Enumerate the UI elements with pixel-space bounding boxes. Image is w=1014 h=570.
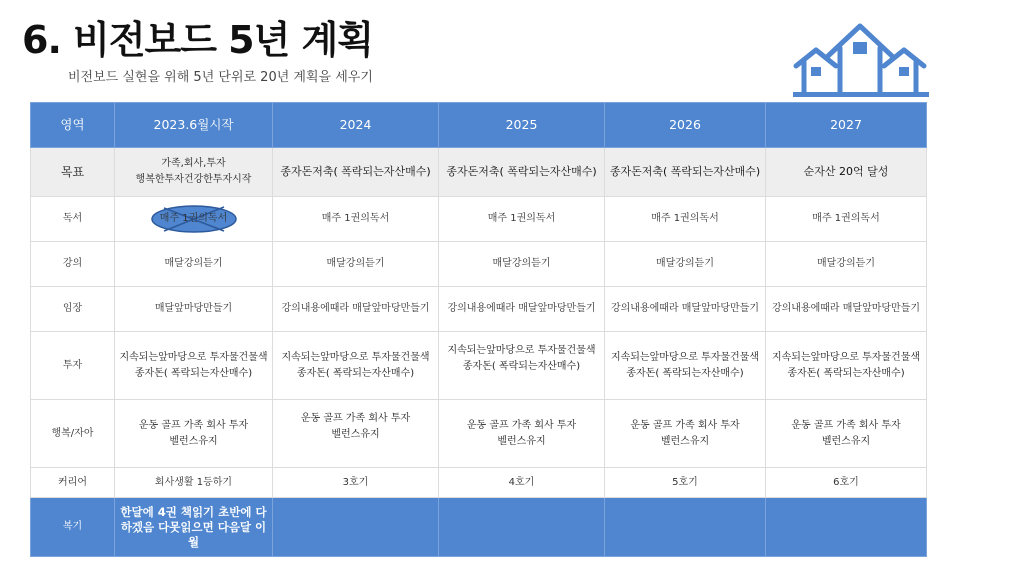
table-cell: 강의내용에때라 매달앞마당만들기 [605, 287, 766, 332]
table-cell: 매주 1권의독서 [439, 197, 605, 242]
table-row-happiness [31, 400, 927, 468]
table-cell: 매주 1권의독서 [605, 197, 766, 242]
table-cell [115, 148, 273, 197]
table-cell: 3호기 [273, 468, 439, 498]
header-cell-year: 2025 [439, 103, 605, 148]
table-cell: 한달에 4권 책읽기 초반에 다하겠음 다못읽으면 다음달 이월 [115, 498, 273, 557]
table-cell [766, 332, 927, 400]
cell-text: 매주 1권의독서 [159, 213, 228, 224]
table-cell: 순자산 20억 달성 [766, 148, 927, 197]
row-label: 행복/자아 [31, 400, 115, 468]
table-cell [439, 400, 605, 468]
cell-line: 운동 골프 가족 회사 투자 [791, 419, 901, 431]
cell-line: 종자돈( 폭락되는자산매수) [462, 360, 581, 372]
cell-line: 운동 골프 가족 회사 투자 [466, 419, 577, 431]
row-label: 강의 [31, 242, 115, 287]
table-cell [605, 332, 766, 400]
table-row-site-visit [31, 287, 927, 332]
cell-line: 행복한투자건강한투자시작 [135, 174, 252, 185]
row-label: 복기 [31, 498, 115, 557]
table-cell [766, 400, 927, 468]
table-cell-empty [766, 498, 927, 557]
table-row-lecture [31, 242, 927, 287]
cell-line: 종자돈( 폭락되는자산매수) [134, 367, 253, 379]
page-subtitle: 비전보드 실현을 위해 5년 단위로 20년 계획을 세우기 [68, 70, 373, 85]
row-label: 독서 [31, 197, 115, 242]
cell-line: 벨런스유지 [331, 428, 380, 440]
cell-line: 지속되는앞마당으로 투자물건물색 [119, 351, 268, 363]
houses-icon [792, 20, 932, 100]
table-row-career [31, 468, 927, 498]
table-cell: 매달강의듣기 [605, 242, 766, 287]
five-year-plan-table [30, 102, 927, 557]
table-row-review [31, 498, 927, 557]
table-cell: 매달강의듣기 [439, 242, 605, 287]
table-row-goal [31, 148, 927, 197]
row-label: 투자 [31, 332, 115, 400]
cell-line: 종자돈( 폭락되는자산매수) [787, 367, 905, 379]
table-row-investment [31, 332, 927, 400]
table-cell: 종자돈저축( 폭락되는자산매수) [605, 148, 766, 197]
table-cell: 매달강의듣기 [766, 242, 927, 287]
table-cell [273, 400, 439, 468]
table-cell: 종자돈저축( 폭락되는자산매수) [273, 148, 439, 197]
table-cell: 회사생활 1등하기 [115, 468, 273, 498]
table-cell: 4호기 [439, 468, 605, 498]
table-cell: 5호기 [605, 468, 766, 498]
table-header-row [31, 103, 927, 148]
table-cell [115, 332, 273, 400]
header-cell-year: 2024 [273, 103, 439, 148]
header-cell-year: 2023.6월시작 [115, 103, 273, 148]
crossed-out-cell [150, 204, 238, 234]
cell-line: 벨런스유지 [821, 435, 871, 447]
cell-line: 운동 골프 가족 회사 투자 [300, 412, 411, 424]
header-cell-year: 2026 [605, 103, 766, 148]
table-cell-empty [273, 498, 439, 557]
cell-line: 벨런스유지 [660, 435, 710, 447]
table-cell [115, 400, 273, 468]
table-cell [273, 332, 439, 400]
cell-line: 지속되는앞마당으로 투자물건물색 [281, 351, 430, 363]
table-cell [439, 332, 605, 400]
cell-line: 지속되는앞마당으로 투자물건물색 [771, 351, 921, 363]
cell-line: 벨런스유지 [497, 435, 546, 447]
row-label: 임장 [31, 287, 115, 332]
table-cell: 매달강의듣기 [273, 242, 439, 287]
cell-line: 운동 골프 가족 회사 투자 [138, 419, 249, 431]
table-cell: 강의내용에때라 매달앞마당만들기 [766, 287, 927, 332]
cell-line: 지속되는앞마당으로 투자물건물색 [610, 351, 760, 363]
row-label: 커리어 [31, 468, 115, 498]
table-cell: 매달앞마당만들기 [115, 287, 273, 332]
table-cell: 매주 1권의독서 [273, 197, 439, 242]
table-cell-empty [439, 498, 605, 557]
cell-line: 가족,회사,투자 [161, 158, 226, 169]
cell-line: 종자돈( 폭락되는자산매수) [626, 367, 744, 379]
header-cell-year: 2027 [766, 103, 927, 148]
page-title: 6. 비전보드 5년 계획 [22, 18, 373, 62]
cell-line: 벨런스유지 [169, 435, 218, 447]
table-cell: 6호기 [766, 468, 927, 498]
table-cell: 매달강의듣기 [115, 242, 273, 287]
table-cell: 매주 1권의독서 [766, 197, 927, 242]
table-row-reading [31, 197, 927, 242]
row-label: 목표 [31, 148, 115, 197]
table-cell [115, 197, 273, 242]
cell-line: 종자돈( 폭락되는자산매수) [296, 367, 415, 379]
table-cell: 강의내용에때라 매달앞마당만들기 [273, 287, 439, 332]
table-cell [605, 400, 766, 468]
table-cell: 강의내용에때라 매달앞마당만들기 [439, 287, 605, 332]
table-cell: 종자돈저축( 폭락되는자산매수) [439, 148, 605, 197]
header-cell-area: 영역 [31, 103, 115, 148]
cell-line: 운동 골프 가족 회사 투자 [630, 419, 740, 431]
cell-line: 지속되는앞마당으로 투자물건물색 [447, 344, 596, 356]
table-cell-empty [605, 498, 766, 557]
